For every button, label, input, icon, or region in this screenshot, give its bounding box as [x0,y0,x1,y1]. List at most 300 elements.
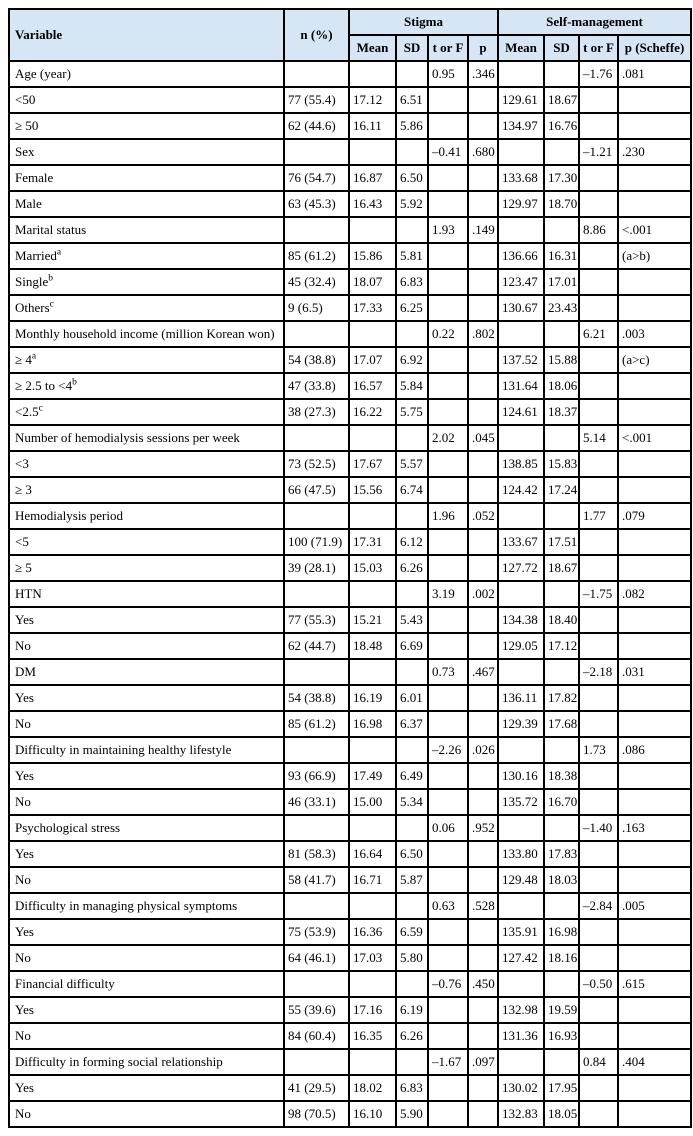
cell-n-percent: 98 (70.5) [284,1101,349,1127]
table-row [9,685,691,711]
cell-stigma-p [468,243,498,269]
header-sm-sd: SD [544,35,579,61]
cell-sm-p-scheffe: .082 [618,581,691,607]
table-row [9,763,691,789]
cell-sm-p-scheffe [618,1023,691,1049]
cell-sm-p-scheffe [618,477,691,503]
cell-sm-sd: 18.67 [544,555,579,581]
row-label-superscript: c [49,299,54,310]
header-stigma-group: Stigma [349,9,498,35]
row-label [9,919,284,945]
table-row [9,581,691,607]
cell-sm-sd [544,1049,579,1075]
cell-sm-p-scheffe: .086 [618,737,691,763]
cell-sm-t-or-f [579,1023,618,1049]
cell-stigma-sd: 5.81 [396,243,428,269]
cell-sm-mean: 131.64 [498,373,544,399]
cell-sm-mean: 133.80 [498,841,544,867]
cell-stigma-t-or-f [428,1075,468,1101]
row-label [9,789,284,815]
cell-stigma-sd [396,737,428,763]
cell-stigma-p [468,269,498,295]
table-row [9,789,691,815]
cell-stigma-mean: 16.64 [349,841,396,867]
cell-sm-sd: 16.31 [544,243,579,269]
cell-stigma-mean: 16.57 [349,373,396,399]
cell-stigma-sd: 6.51 [396,87,428,113]
cell-sm-mean [498,139,544,165]
row-label [9,321,284,347]
cell-stigma-sd [396,503,428,529]
table-row [9,1049,691,1075]
row-label [9,373,284,399]
cell-sm-mean: 132.83 [498,1101,544,1127]
cell-sm-mean: 135.72 [498,789,544,815]
cell-stigma-p: .149 [468,217,498,243]
cell-sm-sd [544,503,579,529]
cell-sm-p-scheffe: (a>b) [618,243,691,269]
cell-stigma-mean [349,321,396,347]
cell-n-percent [284,1049,349,1075]
table-row [9,139,691,165]
cell-sm-sd: 16.93 [544,1023,579,1049]
cell-stigma-mean [349,581,396,607]
cell-sm-p-scheffe: .163 [618,815,691,841]
row-label-text: Female [15,170,54,185]
cell-sm-t-or-f [579,1101,618,1127]
cell-stigma-p [468,1101,498,1127]
cell-stigma-mean [349,1049,396,1075]
table-row [9,555,691,581]
cell-sm-p-scheffe [618,399,691,425]
row-label-text: Yes [15,612,34,627]
row-label-text: HTN [15,586,42,601]
cell-stigma-sd: 5.90 [396,1101,428,1127]
table-row [9,425,691,451]
cell-stigma-t-or-f: 0.06 [428,815,468,841]
header-stigma-sd: SD [396,35,428,61]
cell-sm-sd: 17.01 [544,269,579,295]
cell-n-percent: 62 (44.7) [284,633,349,659]
cell-n-percent [284,893,349,919]
cell-stigma-mean [349,503,396,529]
cell-sm-sd: 18.38 [544,763,579,789]
row-label-text: <50 [15,92,36,107]
cell-sm-t-or-f [579,399,618,425]
cell-n-percent: 66 (47.5) [284,477,349,503]
row-label [9,425,284,451]
cell-stigma-p [468,347,498,373]
cell-stigma-sd: 5.75 [396,399,428,425]
cell-sm-sd: 18.70 [544,191,579,217]
cell-stigma-t-or-f [428,763,468,789]
cell-sm-p-scheffe: <.001 [618,425,691,451]
cell-sm-mean: 127.72 [498,555,544,581]
cell-stigma-mean: 16.71 [349,867,396,893]
row-label [9,581,284,607]
row-label [9,451,284,477]
cell-stigma-p: .346 [468,61,498,87]
cell-n-percent: 64 (46.1) [284,945,349,971]
row-label-text: No [15,872,31,887]
cell-sm-sd [544,893,579,919]
cell-sm-p-scheffe: .005 [618,893,691,919]
cell-sm-sd [544,737,579,763]
cell-sm-mean: 130.67 [498,295,544,321]
cell-stigma-p [468,477,498,503]
cell-stigma-t-or-f: 2.02 [428,425,468,451]
row-label [9,269,284,295]
row-label [9,477,284,503]
cell-sm-p-scheffe: .079 [618,503,691,529]
cell-stigma-mean [349,217,396,243]
row-label-text: <5 [15,534,29,549]
cell-sm-sd: 16.76 [544,113,579,139]
row-label [9,945,284,971]
cell-stigma-t-or-f [428,867,468,893]
cell-stigma-sd [396,61,428,87]
cell-stigma-p [468,399,498,425]
cell-sm-t-or-f [579,347,618,373]
row-label-text: Yes [15,846,34,861]
table-row [9,1075,691,1101]
row-label [9,971,284,997]
cell-stigma-mean: 17.67 [349,451,396,477]
cell-n-percent: 100 (71.9) [284,529,349,555]
row-label-text: Number of hemodialysis sessions per week [15,430,240,445]
cell-stigma-p: .045 [468,425,498,451]
cell-sm-mean: 136.11 [498,685,544,711]
cell-sm-p-scheffe [618,997,691,1023]
cell-stigma-t-or-f: –2.26 [428,737,468,763]
cell-n-percent: 9 (6.5) [284,295,349,321]
cell-stigma-t-or-f [428,269,468,295]
cell-stigma-p: .097 [468,1049,498,1075]
cell-sm-t-or-f [579,763,618,789]
cell-stigma-sd: 6.69 [396,633,428,659]
cell-sm-t-or-f [579,997,618,1023]
cell-stigma-sd [396,321,428,347]
row-label [9,295,284,321]
cell-n-percent [284,321,349,347]
cell-stigma-p [468,529,498,555]
cell-n-percent: 93 (66.9) [284,763,349,789]
row-label-text: <2.5 [15,404,39,419]
table-row [9,945,691,971]
table-row [9,893,691,919]
cell-stigma-p [468,373,498,399]
cell-stigma-mean: 15.21 [349,607,396,633]
cell-stigma-p [468,867,498,893]
header-stigma-t-or-f: t or F [428,35,468,61]
cell-stigma-p [468,191,498,217]
row-label [9,607,284,633]
cell-stigma-mean: 17.03 [349,945,396,971]
table-row [9,87,691,113]
row-label-text: Sex [15,144,35,159]
cell-n-percent [284,815,349,841]
header-n-percent: n (%) [284,9,349,61]
cell-n-percent: 63 (45.3) [284,191,349,217]
cell-n-percent: 54 (38.8) [284,685,349,711]
row-label-text: ≥ 50 [15,118,39,133]
cell-stigma-mean: 16.11 [349,113,396,139]
row-label [9,113,284,139]
cell-stigma-mean: 15.56 [349,477,396,503]
cell-sm-p-scheffe [618,529,691,555]
cell-stigma-sd: 6.74 [396,477,428,503]
cell-sm-mean [498,61,544,87]
cell-stigma-sd [396,893,428,919]
cell-sm-sd: 17.68 [544,711,579,737]
table-row [9,451,691,477]
cell-stigma-p [468,997,498,1023]
cell-sm-p-scheffe: .003 [618,321,691,347]
cell-sm-t-or-f [579,243,618,269]
cell-stigma-p [468,789,498,815]
cell-stigma-p [468,1075,498,1101]
cell-stigma-t-or-f [428,1101,468,1127]
row-label-text: Financial difficulty [15,976,115,991]
cell-sm-t-or-f [579,711,618,737]
cell-n-percent [284,581,349,607]
cell-stigma-sd: 5.57 [396,451,428,477]
cell-sm-t-or-f [579,841,618,867]
table-row [9,191,691,217]
cell-sm-sd: 18.06 [544,373,579,399]
cell-sm-mean [498,893,544,919]
cell-sm-mean: 134.97 [498,113,544,139]
header-row-groups [9,9,691,35]
cell-stigma-sd: 5.43 [396,607,428,633]
cell-stigma-mean: 18.48 [349,633,396,659]
row-label-text: Difficulty in managing physical symptoms [15,898,238,913]
cell-sm-p-scheffe [618,711,691,737]
cell-n-percent: 75 (53.9) [284,919,349,945]
cell-sm-t-or-f: –2.18 [579,659,618,685]
cell-stigma-sd: 6.19 [396,997,428,1023]
cell-stigma-p [468,1023,498,1049]
cell-sm-p-scheffe [618,607,691,633]
row-label-text: No [15,794,31,809]
cell-n-percent: 76 (54.7) [284,165,349,191]
row-label [9,867,284,893]
row-label-text: Marital status [15,222,87,237]
cell-n-percent: 77 (55.4) [284,87,349,113]
cell-sm-t-or-f [579,113,618,139]
cell-sm-sd: 19.59 [544,997,579,1023]
cell-sm-p-scheffe [618,451,691,477]
cell-stigma-t-or-f [428,945,468,971]
cell-stigma-t-or-f [428,113,468,139]
row-label-text: Married [15,248,57,263]
cell-stigma-t-or-f [428,997,468,1023]
row-label-text: ≥ 2.5 to <4 [15,378,73,393]
cell-stigma-p: .052 [468,503,498,529]
cell-sm-sd [544,659,579,685]
cell-sm-p-scheffe [618,841,691,867]
cell-sm-t-or-f [579,269,618,295]
table-row [9,607,691,633]
table-row [9,737,691,763]
table-row [9,477,691,503]
cell-stigma-t-or-f: –1.67 [428,1049,468,1075]
row-label-text: Hemodialysis period [15,508,123,523]
cell-sm-t-or-f: 1.77 [579,503,618,529]
cell-stigma-sd: 6.50 [396,165,428,191]
cell-sm-mean: 135.91 [498,919,544,945]
cell-sm-p-scheffe [618,789,691,815]
table-row [9,269,691,295]
cell-sm-p-scheffe [618,763,691,789]
cell-sm-sd: 17.30 [544,165,579,191]
cell-n-percent [284,425,349,451]
cell-sm-sd [544,61,579,87]
cell-stigma-mean [349,815,396,841]
cell-n-percent: 73 (52.5) [284,451,349,477]
cell-sm-sd [544,139,579,165]
row-label [9,1101,284,1127]
cell-sm-t-or-f: 5.14 [579,425,618,451]
cell-sm-mean [498,425,544,451]
row-label-text: Yes [15,924,34,939]
table-row [9,503,691,529]
cell-sm-t-or-f [579,373,618,399]
cell-stigma-sd: 6.59 [396,919,428,945]
row-label-text: Yes [15,768,34,783]
row-label [9,529,284,555]
cell-stigma-mean [349,893,396,919]
cell-n-percent: 38 (27.3) [284,399,349,425]
cell-stigma-mean: 16.10 [349,1101,396,1127]
header-sm-p-scheffe: p (Scheffe) [618,35,691,61]
cell-stigma-sd: 6.26 [396,555,428,581]
cell-sm-t-or-f [579,919,618,945]
cell-sm-p-scheffe [618,373,691,399]
row-label-text: ≥ 4 [15,352,32,367]
cell-sm-p-scheffe [618,113,691,139]
cell-stigma-t-or-f: –0.41 [428,139,468,165]
row-label-text: Single [15,274,49,289]
cell-stigma-mean: 15.86 [349,243,396,269]
row-label [9,139,284,165]
row-label [9,815,284,841]
cell-sm-t-or-f [579,867,618,893]
cell-sm-p-scheffe: <.001 [618,217,691,243]
cell-stigma-sd: 6.49 [396,763,428,789]
cell-n-percent [284,737,349,763]
row-label-text: Age (year) [15,66,71,81]
cell-sm-t-or-f: 6.21 [579,321,618,347]
cell-sm-t-or-f: –1.75 [579,581,618,607]
row-label-text: Male [15,196,42,211]
table-row [9,165,691,191]
table-row [9,633,691,659]
cell-stigma-t-or-f [428,347,468,373]
cell-sm-sd: 17.24 [544,477,579,503]
row-label [9,503,284,529]
header-variable: Variable [9,9,284,61]
cell-stigma-sd: 6.01 [396,685,428,711]
table-row [9,295,691,321]
row-label [9,997,284,1023]
cell-stigma-p: .680 [468,139,498,165]
cell-sm-sd: 18.05 [544,1101,579,1127]
row-label-text: Yes [15,1002,34,1017]
row-label [9,711,284,737]
cell-stigma-mean: 16.36 [349,919,396,945]
cell-stigma-p [468,763,498,789]
cell-stigma-t-or-f [428,191,468,217]
cell-stigma-p: .467 [468,659,498,685]
cell-stigma-t-or-f [428,685,468,711]
cell-sm-t-or-f [579,789,618,815]
cell-n-percent: 45 (32.4) [284,269,349,295]
cell-stigma-sd [396,1049,428,1075]
cell-stigma-sd: 6.83 [396,1075,428,1101]
cell-sm-p-scheffe [618,269,691,295]
cell-sm-mean [498,217,544,243]
cell-sm-p-scheffe: .031 [618,659,691,685]
cell-sm-mean [498,971,544,997]
cell-sm-t-or-f [579,685,618,711]
row-label [9,243,284,269]
cell-sm-p-scheffe [618,1101,691,1127]
cell-stigma-p [468,633,498,659]
cell-sm-t-or-f [579,191,618,217]
cell-stigma-mean: 17.12 [349,87,396,113]
cell-stigma-mean: 16.98 [349,711,396,737]
cell-sm-sd [544,425,579,451]
row-label-text: No [15,950,31,965]
cell-sm-sd: 17.83 [544,841,579,867]
cell-sm-t-or-f: –0.50 [579,971,618,997]
row-label-text: Yes [15,690,34,705]
cell-sm-mean: 129.97 [498,191,544,217]
cell-stigma-mean: 15.03 [349,555,396,581]
cell-sm-mean: 129.48 [498,867,544,893]
cell-stigma-p [468,685,498,711]
row-label-text: DM [15,664,36,679]
cell-sm-t-or-f [579,633,618,659]
cell-sm-mean: 129.61 [498,87,544,113]
cell-stigma-mean [349,61,396,87]
cell-sm-p-scheffe [618,919,691,945]
cell-n-percent [284,61,349,87]
cell-sm-mean: 127.42 [498,945,544,971]
cell-sm-t-or-f [579,451,618,477]
row-label [9,737,284,763]
cell-sm-sd: 15.88 [544,347,579,373]
cell-sm-mean: 133.68 [498,165,544,191]
cell-stigma-t-or-f [428,555,468,581]
cell-stigma-mean: 17.31 [349,529,396,555]
row-label-text: No [15,1106,31,1121]
cell-stigma-p [468,113,498,139]
cell-sm-t-or-f [579,87,618,113]
cell-n-percent: 58 (41.7) [284,867,349,893]
row-label [9,685,284,711]
cell-stigma-t-or-f [428,711,468,737]
cell-sm-sd: 17.95 [544,1075,579,1101]
cell-sm-sd: 16.98 [544,919,579,945]
cell-stigma-t-or-f: 0.63 [428,893,468,919]
cell-stigma-t-or-f: 3.19 [428,581,468,607]
cell-stigma-mean: 17.49 [349,763,396,789]
cell-stigma-p: .450 [468,971,498,997]
row-label [9,841,284,867]
table-row [9,243,691,269]
